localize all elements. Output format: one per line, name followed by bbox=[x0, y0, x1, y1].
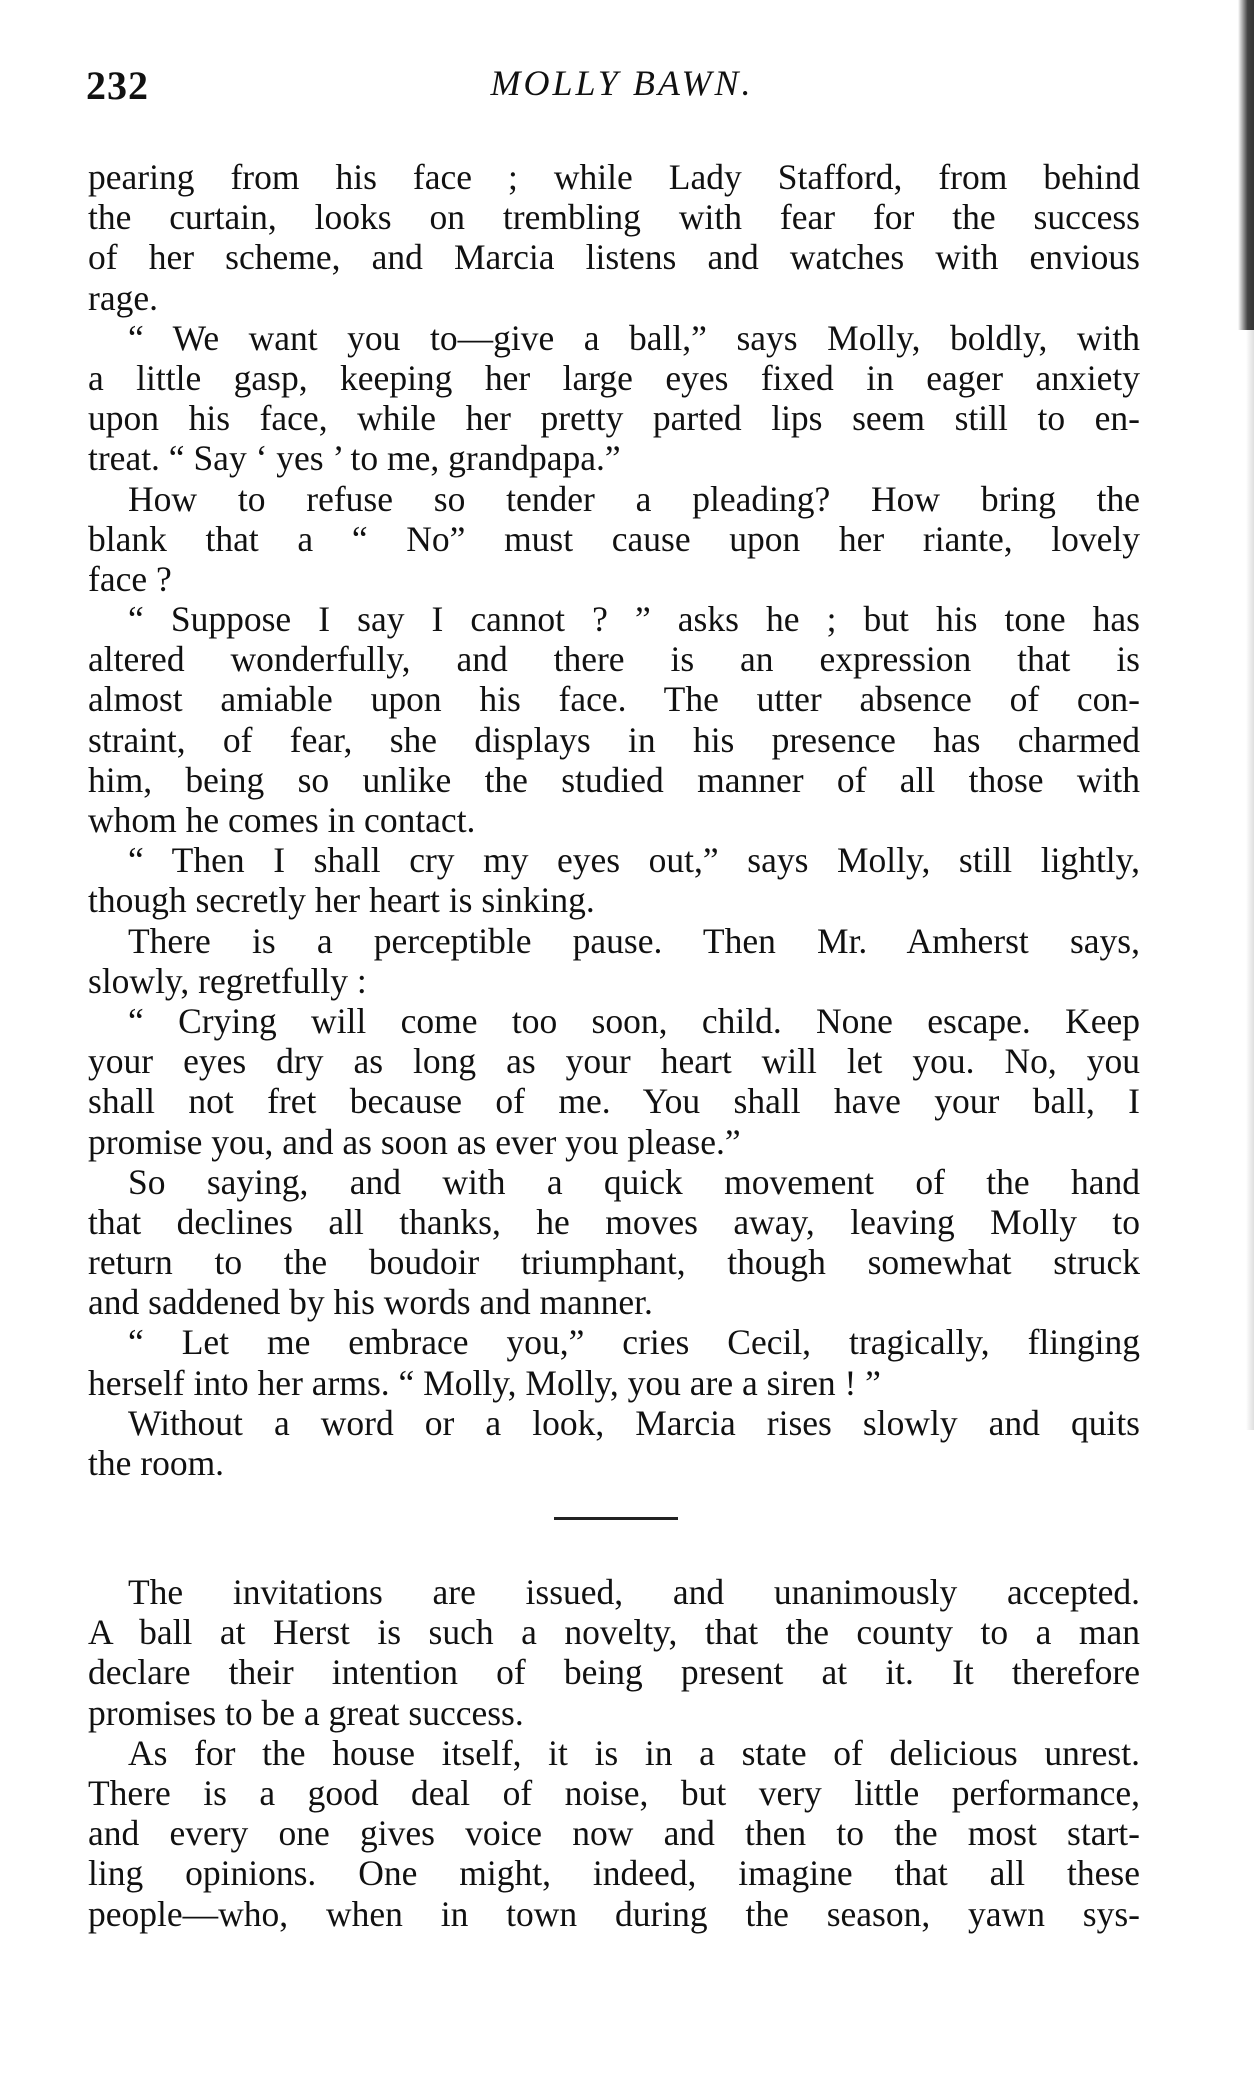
text-line: of her scheme, and Marcia listens and watches with envious bbox=[88, 237, 1140, 278]
text-line: “ We want you to—give a ball,” says Molly, boldly, with bbox=[128, 317, 1140, 358]
text-line: rage. bbox=[88, 277, 158, 318]
text-line: There is a good deal of noise, but very little performance, bbox=[88, 1772, 1140, 1813]
text-line: that declines all thanks, he moves away, leaving Molly to bbox=[88, 1201, 1140, 1242]
text-line: slowly, regretfully : bbox=[88, 960, 367, 1001]
text-line: though secretly her heart is sinking. bbox=[88, 880, 595, 921]
text-line: and saddened by his words and manner. bbox=[88, 1282, 653, 1323]
body-text-section-1 bbox=[88, 157, 1140, 1483]
text-line: promises to be a great success. bbox=[88, 1692, 524, 1733]
text-line: “ Then I shall cry my eyes out,” says Molly, still lightly, bbox=[128, 840, 1140, 881]
text-line: upon his face, while her pretty parted lips seem still to en- bbox=[88, 398, 1140, 439]
text-line: people—who, when in town during the season, yawn sys- bbox=[88, 1893, 1140, 1934]
text-line: shall not fret because of me. You shall have your ball, I bbox=[88, 1081, 1140, 1122]
text-line: declare their intention of being present at it. It therefore bbox=[88, 1652, 1140, 1693]
text-line: almost amiable upon his face. The utter absence of con- bbox=[88, 679, 1140, 720]
text-line: Without a word or a look, Marcia rises slowly and quits bbox=[128, 1402, 1140, 1443]
text-line: promise you, and as soon as ever you please.” bbox=[88, 1121, 741, 1162]
text-line: straint, of fear, she displays in his presence has charmed bbox=[88, 719, 1140, 760]
page-header bbox=[86, 62, 1138, 112]
text-line: As for the house itself, it is in a state of delicious unrest. bbox=[128, 1732, 1140, 1773]
page-number: 232 bbox=[86, 63, 149, 108]
body-text-section-2 bbox=[88, 1572, 1140, 1934]
text-line: a little gasp, keeping her large eyes fixed in eager anxiety bbox=[88, 357, 1140, 398]
text-line: ling opinions. One might, indeed, imagine that all these bbox=[88, 1853, 1140, 1894]
page-edge-tint bbox=[1246, 330, 1254, 1430]
page-edge-shadow bbox=[1238, 0, 1254, 330]
text-line: the room. bbox=[88, 1443, 225, 1483]
text-line: The invitations are issued, and unanimously accepted. bbox=[128, 1572, 1140, 1612]
text-line: whom he comes in contact. bbox=[88, 800, 476, 840]
text-line: and every one gives voice now and then to the most start- bbox=[88, 1813, 1140, 1854]
text-line: A ball at Herst is such a novelty, that the county to a man bbox=[88, 1612, 1140, 1653]
text-line: blank that a “ No” must cause upon her riante, lovely bbox=[88, 518, 1140, 559]
text-line: pearing from his face ; while Lady Stafford, from behind bbox=[88, 157, 1140, 197]
text-line: How to refuse so tender a pleading? How bring the bbox=[128, 478, 1140, 519]
text-line: “ Let me embrace you,” cries Cecil, tragically, flinging bbox=[128, 1322, 1140, 1363]
text-line: treat. “ Say ‘ yes ’ to me, grandpapa.” bbox=[88, 438, 621, 479]
text-line: “ Crying will come too soon, child. None escape. Keep bbox=[128, 1000, 1140, 1041]
text-line: your eyes dry as long as your heart will let you. No, you bbox=[88, 1041, 1140, 1082]
running-title: MOLLY BAWN. bbox=[490, 63, 754, 103]
text-line: return to the boudoir triumphant, though somewhat struck bbox=[88, 1242, 1140, 1283]
text-line: “ Suppose I say I cannot ? ” asks he ; but his tone has bbox=[128, 599, 1140, 640]
text-line: So saying, and with a quick movement of the hand bbox=[128, 1161, 1140, 1202]
text-line: herself into her arms. “ Molly, Molly, you are a siren ! ” bbox=[88, 1362, 881, 1403]
text-line: the curtain, looks on trembling with fear for the success bbox=[88, 197, 1140, 238]
text-line: him, being so unlike the studied manner of all those with bbox=[88, 759, 1140, 800]
text-line: There is a perceptible pause. Then Mr. Amherst says, bbox=[128, 920, 1140, 961]
text-line: face ? bbox=[88, 558, 172, 599]
text-line: altered wonderfully, and there is an expression that is bbox=[88, 639, 1140, 680]
section-divider bbox=[554, 1517, 678, 1520]
